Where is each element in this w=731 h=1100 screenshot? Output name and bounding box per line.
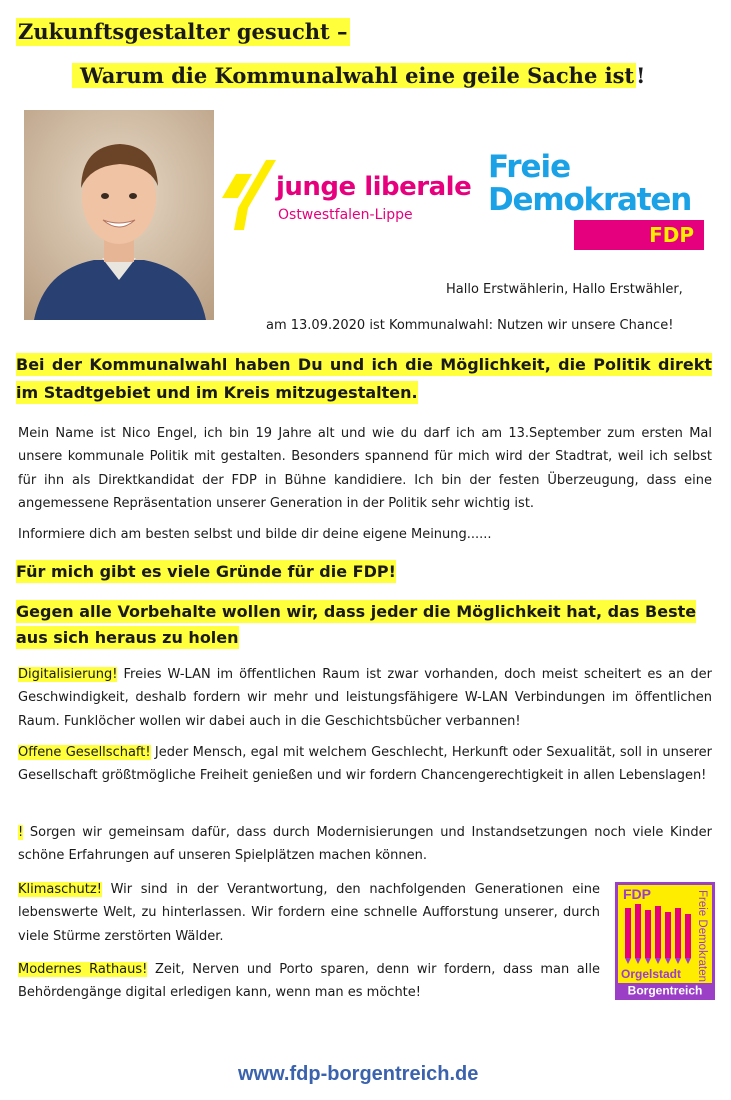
emblem-side-text: Freie Demokraten: [696, 890, 708, 983]
best-heading-text: Gegen alle Vorbehalte wollen wir, dass jeder die Möglichkeit hat, das Beste aus sich heraus zu holen: [16, 602, 697, 647]
intro-heading: [16, 351, 712, 407]
best-heading: [16, 599, 712, 651]
section-playground-text: Sorgen wir gemeinsam dafür, dass durch Modernisierungen und Instandsetzungen noch viele Kinder schöne Erfahrungen auf unseren Spielplätzen machen können.: [18, 825, 712, 864]
about-paragraph: Mein Name ist Nico Engel, ich bin 19 Jahre alt und wie du darf ich am 13.September zum ersten Mal unsere kommunale Politik mit gestalten. Besonders spannend für mich wird der Stadtrat, weil ich selbst für ihn als Direktkandidat der FDP in Bühne kandidiere. Ich bin der festen Überzeugung, dass eine angemessene Repräsentation unserer Generation in der Politik sehr wichtig ist.: [18, 426, 712, 512]
emblem-bottom-text: Borgentreich: [627, 983, 703, 998]
section-digital-text: Freies W-LAN im öffentlichen Raum ist zwar vorhanden, doch meist scheitert es an der Geschwindigkeit, deshalb fordern wir mehr und leistungsfähigere W-LAN Verbindungen im öffentlichen Raum. Funklöcher wollen wir dabei auch in die Geschichtsbücher verbannen!: [18, 667, 712, 729]
section-society-text: Jeder Mensch, egal mit welchem Geschlecht, Herkunft oder Sexualität, soll in unserer Gesellschaft größtmögliche Freiheit genießen und wir fordern Chancengerechtigkeit in allen Lebenslagen!: [18, 745, 713, 784]
emblem-top-text: FDP: [623, 886, 651, 902]
reasons-heading: [16, 559, 712, 585]
section-climate: [18, 878, 600, 948]
fdp-badge-text: FDP: [649, 223, 694, 247]
title-line-2-text: Warum die Kommunalwahl eine geile Sache ist: [72, 63, 636, 88]
section-society-label: Offene Gesellschaft!: [18, 745, 151, 760]
section-digital: [18, 663, 712, 733]
greeting-line-2: am 13.09.2020 ist Kommunalwahl: Nutzen wir unsere Chance!: [266, 318, 674, 333]
title-line-2: [72, 61, 645, 91]
orgelstadt-fdp-emblem: [615, 882, 715, 1000]
section-townhall: [18, 958, 600, 1005]
section-society: [18, 741, 712, 788]
section-climate-label: Klimaschutz!: [18, 882, 102, 897]
title-line-2-end: !: [636, 63, 646, 88]
section-playground: [18, 821, 712, 868]
section-climate-text: Wir sind in der Verantwortung, den nachfolgenden Generationen eine lebenswerte Welt, zu hinterlassen. Wir fordern eine schnelle Aufforstung unserer, durch viele Stürme zerstörten Wälder.: [18, 882, 600, 944]
freie-demokraten-line2: Demokraten: [488, 182, 692, 218]
intro-heading-text: Bei der Kommunalwahl haben Du und ich die Möglichkeit, die Politik direkt im Stadtgebiet und im Kreis mitzugestalten.: [16, 355, 712, 402]
emblem-middle-text: Orgelstadt: [621, 967, 682, 981]
candidate-photo: [24, 110, 214, 320]
freie-demokraten-line1: Freie: [488, 149, 571, 185]
section-digital-label: Digitalisierung!: [18, 667, 118, 682]
title-line-1: Zukunftsgestalter gesucht –: [18, 19, 348, 44]
section-playground-label: !: [18, 825, 24, 840]
junge-liberale-name: junge liberale: [276, 172, 472, 202]
greeting-line-1: Hallo Erstwählerin, Hallo Erstwähler,: [446, 282, 683, 297]
footer-url: www.fdp-borgentreich.de: [238, 1063, 479, 1085]
reasons-heading-text: Für mich gibt es viele Gründe für die FDP!: [16, 562, 396, 581]
fdp-badge: [574, 220, 704, 250]
section-townhall-label: Modernes Rathaus!: [18, 962, 148, 977]
junge-liberale-region: Ostwestfalen-Lippe: [278, 207, 413, 223]
section-townhall-text: Zeit, Nerven und Porto sparen, denn wir fordern, dass man alle Behördengänge digital erledigen kann, wenn man es möchte!: [18, 962, 600, 1001]
inform-paragraph: Informiere dich am besten selbst und bilde dir deine eigene Meinung......: [18, 527, 492, 542]
